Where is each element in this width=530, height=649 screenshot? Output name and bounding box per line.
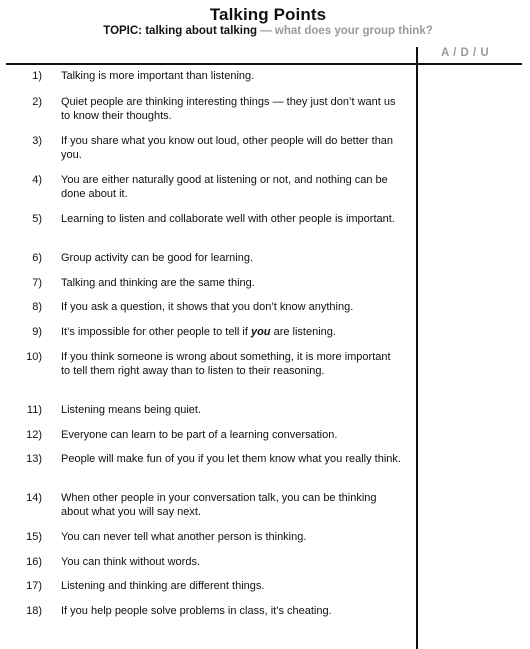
topic-label: TOPIC: <box>103 25 143 37</box>
item-text: Everyone can learn to be part of a learning conversation. <box>61 429 338 441</box>
item-text: Group activity can be good for learning. <box>61 252 254 264</box>
item-text: You can never tell what another person is thinking. <box>61 531 307 543</box>
item-text: Learning to listen and collaborate well with other people is important. <box>61 213 395 225</box>
item-number: 8) <box>32 301 42 313</box>
item-text-before: It’s impossible for other people to tell if <box>61 326 251 338</box>
item-number: 18) <box>26 605 42 617</box>
item-text: Talking and thinking are the same thing. <box>61 277 255 289</box>
topic-main: talking about talking <box>145 25 258 37</box>
item-number: 15) <box>26 531 42 543</box>
page-title: Talking Points <box>209 5 327 24</box>
item-number: 4) <box>32 174 42 186</box>
item-number: 5) <box>32 213 42 225</box>
item-number: 17) <box>26 580 42 592</box>
item-number: 2) <box>32 96 42 108</box>
item-text: If you think someone is wrong about something, it is more important to tell them right away than to listen to their reasoning. <box>61 351 391 377</box>
item-number: 7) <box>32 277 42 289</box>
item-text: Talking is more important than listening. <box>61 70 255 82</box>
item-text-after: are listening. <box>270 326 336 338</box>
item-text: You are either naturally good at listening or not, and nothing can be done about it. <box>61 174 388 200</box>
item-text: People will make fun of you if you let them know what you really think. <box>61 453 401 465</box>
item-number: 11) <box>26 404 42 416</box>
item-text-emphasis: you <box>250 326 271 338</box>
topic-line <box>0 25 530 37</box>
item-text: If you ask a question, it shows that you don’t know anything. <box>61 301 354 313</box>
item-text: If you share what you know out loud, other people will do better than you. <box>61 135 394 161</box>
item-number: 6) <box>32 252 42 264</box>
item-text: When other people in your conversation talk, you can be thinking about what you will say next. <box>61 492 377 518</box>
topic-subtitle: — what does your group think? <box>260 25 433 37</box>
item-number: 10) <box>26 351 42 363</box>
item-text: Listening means being quiet. <box>61 404 202 416</box>
item-text: Listening and thinking are different things. <box>61 580 265 592</box>
item-text: If you help people solve problems in class, it’s cheating. <box>61 605 332 617</box>
item-number: 3) <box>32 135 42 147</box>
item-number: 16) <box>26 556 42 568</box>
header-rule <box>6 63 522 65</box>
item-number: 1) <box>32 70 42 82</box>
item-text <box>61 325 401 339</box>
column-divider <box>416 47 418 649</box>
column-header-adu: A / D / U <box>441 47 490 59</box>
item-text: Quiet people are thinking interesting things — they just don’t want us to know their thoughts. <box>61 96 396 122</box>
item-number: 9) <box>32 326 42 338</box>
item-number: 14) <box>26 492 42 504</box>
item-text: You can think without words. <box>61 556 201 568</box>
item-number: 12) <box>26 429 42 441</box>
item-number: 13) <box>26 453 42 465</box>
